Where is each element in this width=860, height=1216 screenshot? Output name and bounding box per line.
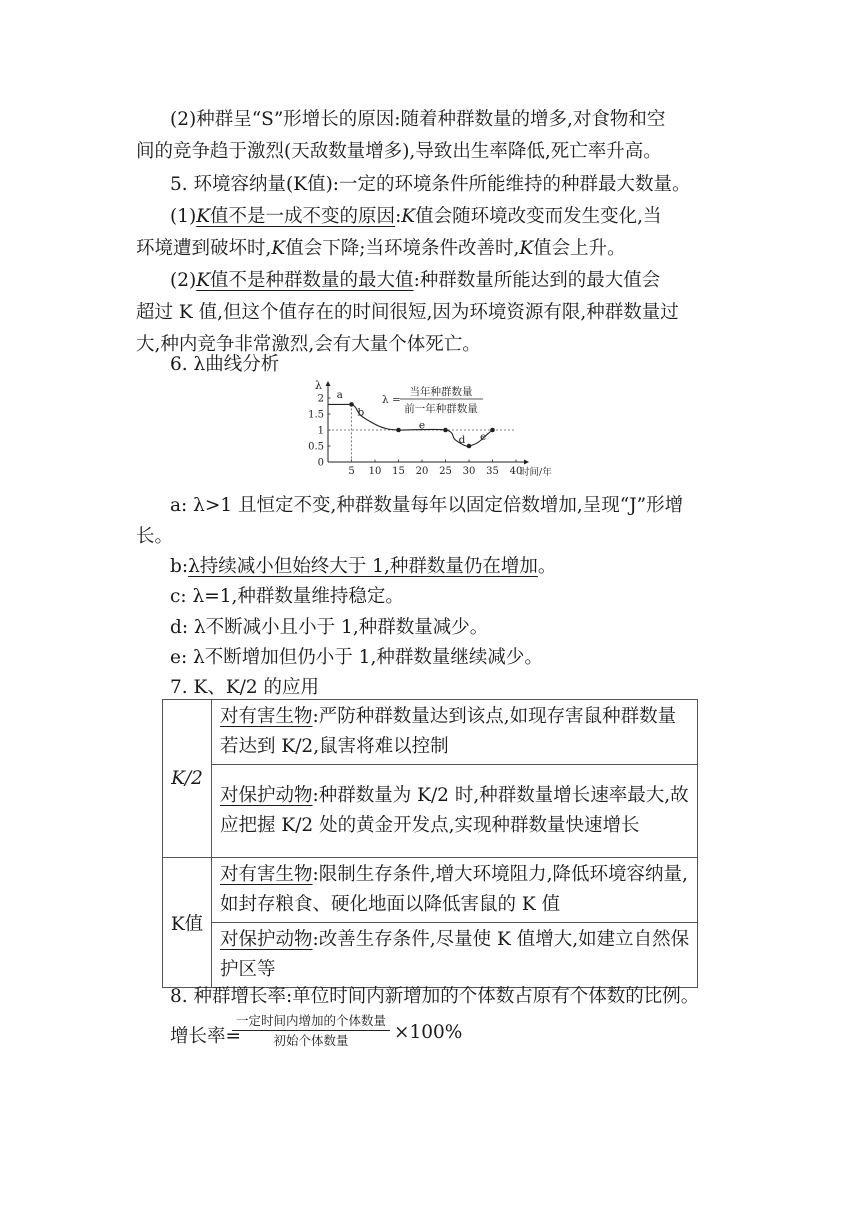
- segment-label-e: e: [479, 431, 487, 444]
- x-tick-label: 15: [392, 466, 405, 477]
- x-axis-arrow: [524, 460, 529, 465]
- k-application-table: [162, 699, 698, 988]
- formula-numerator: 当年种群数量: [409, 386, 473, 398]
- note-b-underlined-text: λ持续减小但始终大于 1,种群数量仍在增加: [188, 556, 538, 577]
- curve-point: [349, 402, 354, 407]
- section-5-item-2-line-1: [170, 269, 660, 293]
- cell-title: 对保护动物: [220, 929, 313, 950]
- formula-numerator: 一定时间内增加的个体数量: [235, 1013, 386, 1028]
- curve-point: [490, 428, 495, 433]
- x-tick-label: 35: [486, 466, 499, 477]
- x-tick-label: 40: [509, 466, 523, 477]
- x-tick-label: 10: [368, 466, 382, 477]
- y-axis-arrow: [326, 381, 331, 386]
- formula-fraction: [232, 1014, 390, 1048]
- text-run: 值会上升。: [533, 238, 626, 259]
- curve-point: [396, 428, 401, 433]
- segment-label-e: e: [418, 419, 426, 432]
- x-tick-label: 30: [462, 466, 476, 477]
- formula-lhs: 增长率=: [170, 1026, 242, 1047]
- item-1-text: 值会随环境改变而发生变化,当: [415, 206, 662, 227]
- table-row: [163, 923, 698, 988]
- item-2-title-text: 值不是种群数量的最大值: [210, 270, 414, 291]
- item-2-prefix: (2): [170, 270, 197, 291]
- y-tick-label: 1.5: [308, 409, 324, 421]
- x-tick-label: 25: [439, 466, 452, 477]
- cell-text: :种群数量为 K/2 时,种群数量增长速率最大,故应把握 K/2 处的黄金开发点,实现种群数量快速增长: [220, 785, 689, 836]
- curve-point: [467, 444, 472, 449]
- x-tick-label: 5: [348, 466, 355, 477]
- row-label-k-half: K/2: [163, 700, 212, 858]
- table-row: [163, 700, 698, 765]
- y-tick-label: 0.5: [308, 441, 324, 453]
- formula-lambda-lhs: λ =: [382, 394, 401, 406]
- y-tick-label: 0: [317, 457, 324, 469]
- s-growth-reason-line-1: (2)种群呈“S”形增长的原因:随着种群数量的增多,对食物和空: [170, 109, 666, 130]
- section-6-heading: 6. λ曲线分析: [170, 354, 280, 375]
- item-2-underlined-title: [196, 270, 413, 291]
- item-1-colon: :: [395, 206, 402, 227]
- table-row: [163, 858, 698, 923]
- table-row: [163, 765, 698, 858]
- y-tick-label: 1: [317, 425, 324, 437]
- section-7-heading: 7. K、K/2 的应用: [170, 677, 320, 698]
- cell-text: :严防种群数量达到该点,如现存害鼠种群数量若达到 K/2,鼠害将难以控制: [220, 706, 677, 757]
- formula-denominator: 前一年种群数量: [404, 403, 478, 415]
- item-1-prefix: (1): [170, 206, 197, 227]
- table-cell: [212, 858, 698, 923]
- text-run: 环境遭到破坏时,: [136, 238, 272, 259]
- x-axis-label: 时间/年: [520, 467, 552, 478]
- k-symbol: K: [401, 206, 416, 227]
- cell-title: 对有害生物: [220, 864, 313, 885]
- s-growth-reason-line-2: 间的竞争趋于激烈(天敌数量增多),导致出生率降低,死亡率升高。: [136, 141, 662, 162]
- curve-note-c: c: λ=1,种群数量维持稳定。: [170, 586, 404, 607]
- item-1-underlined-title: [196, 206, 395, 227]
- curve-note-a-line-2: 长。: [136, 526, 174, 547]
- formula-denominator: 初始个体数量: [273, 1033, 349, 1048]
- formula-rhs: ×100%: [394, 1022, 463, 1043]
- section-5-item-2-line-2: 超过 K 值,但这个值存在的时间很短,因为环境资源有限,种群数量过: [136, 302, 679, 323]
- cell-text: :限制生存条件,增大环境阻力,降低环境容纳量,如封存粮食、硬化地面以降低害鼠的 K 值: [220, 864, 688, 915]
- cell-text: :改善生存条件,尽量使 K 值增大,如建立自然保护区等: [220, 929, 690, 980]
- section-5-item-1-line-2: [136, 237, 626, 261]
- item-1-title-text: 值不是一成不变的原因: [210, 206, 396, 227]
- segment-label-b: b: [357, 406, 365, 419]
- table-cell: [212, 765, 698, 858]
- fraction-bar: [232, 1030, 390, 1031]
- curve-note-a-line-1: a: λ>1 且恒定不变,种群数量每年以固定倍数增加,呈现“J”形增: [170, 495, 684, 516]
- text-run: 值会下降;当环境条件改善时,: [285, 238, 520, 259]
- cell-title: 对保护动物: [220, 785, 313, 806]
- section-5-heading: 5. 环境容纳量(K值):一定的环境条件所能维持的种群最大数量。: [170, 174, 691, 195]
- table-cell: [212, 923, 698, 988]
- note-b-label: b:: [170, 556, 189, 577]
- note-b-end: 。: [537, 556, 557, 577]
- y-axis-label: λ: [315, 379, 322, 392]
- k-symbol: K: [271, 238, 286, 259]
- curve-note-d: d: λ不断减小且小于 1,种群数量减少。: [170, 617, 489, 638]
- lambda-formula: [382, 385, 483, 415]
- k-symbol: K: [196, 270, 211, 291]
- curve-note-e: e: λ不断增加但仍小于 1,种群数量继续减少。: [170, 647, 543, 668]
- item-2-text: :种群数量所能达到的最大值会: [413, 270, 661, 291]
- lambda-curve-chart: [296, 378, 558, 480]
- k-symbol: K: [196, 206, 211, 227]
- section-8-heading: 8. 种群增长率:单位时间内新增加的个体数占原有个体数的比例。: [170, 986, 700, 1007]
- curve-point: [443, 428, 448, 433]
- curve-note-b: [170, 555, 556, 579]
- section-5-item-2-line-3: 大,种内竞争非常激烈,会有大量个体死亡。: [136, 334, 481, 355]
- x-tick-label: 20: [415, 466, 429, 477]
- section-5-item-1-line-1: [170, 205, 662, 229]
- cell-title: 对有害生物: [220, 706, 313, 727]
- segment-label-d: d: [458, 433, 466, 446]
- row-label-k-value: K值: [163, 858, 212, 988]
- segment-label-a: a: [336, 389, 343, 401]
- k-symbol: K: [519, 238, 534, 259]
- table-cell: [212, 700, 698, 765]
- y-tick-label: 2: [317, 393, 324, 405]
